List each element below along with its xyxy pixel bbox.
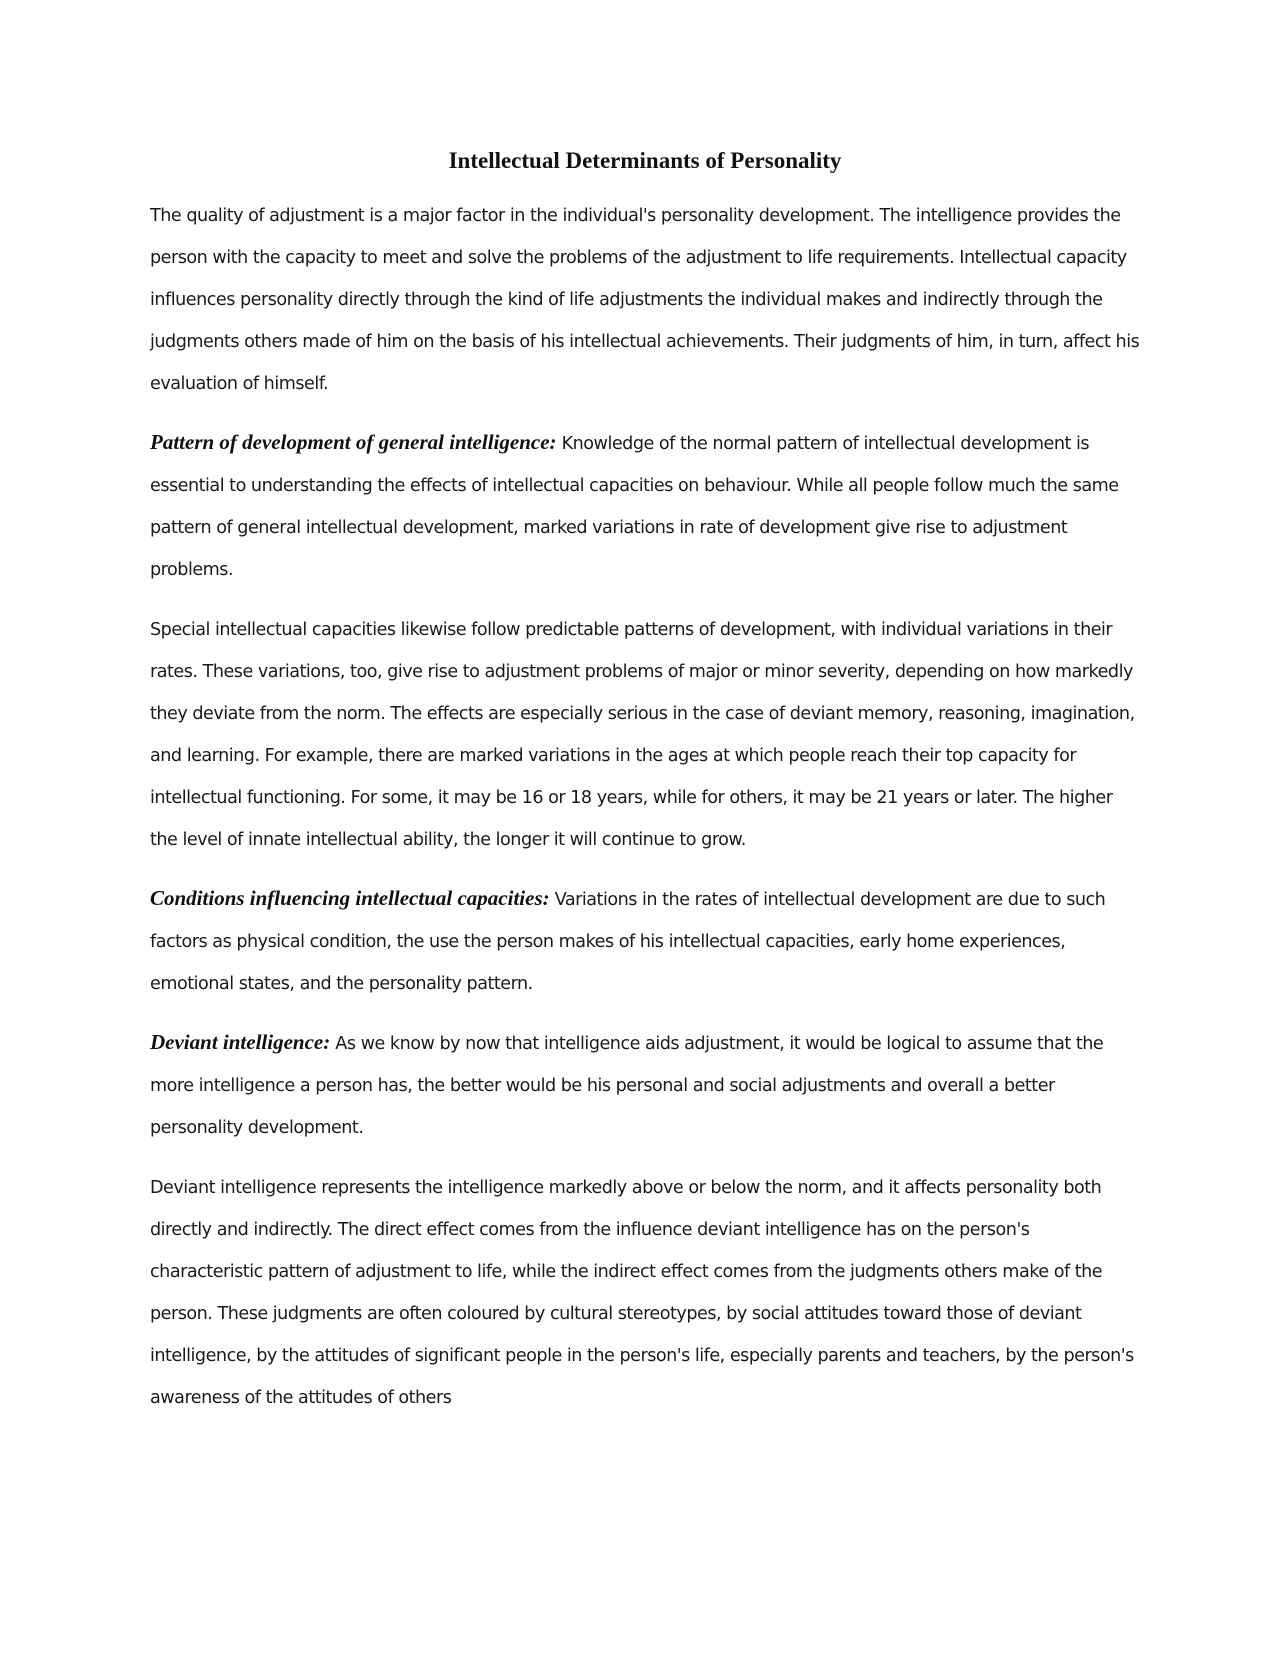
- paragraph-deviant-effects: [150, 1165, 1140, 1419]
- paragraph-lead: Pattern of development of general intelligence:: [150, 430, 557, 454]
- paragraph-special-capacities: [150, 607, 1140, 861]
- document-title: Intellectual Determinants of Personality: [448, 148, 842, 173]
- paragraph-general-intelligence: [150, 421, 1140, 591]
- paragraph-text: Deviant intelligence represents the intelligence markedly above or below the norm, and it affects personality both directly and indirectly. The direct effect comes from the influence deviant intelligence has on the person's characteristic pattern of adjustment to life, while the indirect effect comes from the judgments others make of the person. These judgments are often coloured by cultural stereotypes, by social attitudes toward those of deviant intelligence, by the attitudes of significant people in the person's life, especially parents and teachers, by the person's awareness of the attitudes of others: [150, 1178, 1134, 1408]
- paragraph-lead: Deviant intelligence:: [150, 1030, 331, 1054]
- paragraph-conditions: [150, 877, 1140, 1005]
- paragraph-deviant-intelligence: [150, 1021, 1140, 1149]
- paragraph-text: Special intellectual capacities likewise follow predictable patterns of development, with individual variations in their rates. These variations, too, give rise to adjustment problems of major or minor severity, depending on how markedly they deviate from the norm. The effects are especially serious in the case of deviant memory, reasoning, imagination, and learning. For example, there are marked variations in the ages at which people reach their top capacity for intellectual functioning. For some, it may be 16 or 18 years, while for others, it may be 21 years or later. The higher the level of innate intellectual ability, the longer it will continue to grow.: [150, 620, 1135, 850]
- paragraph-text: Variations in the rates of intellectual development are due to such factors as physical condition, the use the person makes of his intellectual capacities, early home experiences, emotional states, and the personality pattern.: [150, 890, 1106, 994]
- paragraph-adjustment: [150, 193, 1140, 405]
- document-body: [150, 145, 1140, 1435]
- paragraph-lead: Conditions influencing intellectual capacities:: [150, 886, 550, 910]
- paragraph-text: Knowledge of the normal pattern of intellectual development is essential to understanding the effects of intellectual capacities on behaviour. While all people follow much the same pattern of general intellectual development, marked variations in rate of development give rise to adjustment problems.: [150, 434, 1119, 580]
- paragraph-text: The quality of adjustment is a major factor in the individual's personality development. The intelligence provides the person with the capacity to meet and solve the problems of the adjustment to life requirements. Intellectual capacity influences personality directly through the kind of life adjustments the individual makes and indirectly through the judgments others made of him on the basis of his intellectual achievements. Their judgments of him, in turn, affect his evaluation of himself.: [150, 206, 1140, 394]
- paragraph-text: As we know by now that intelligence aids adjustment, it would be logical to assume that the more intelligence a person has, the better would be his personal and social adjustments and overall a better personality development.: [150, 1034, 1104, 1138]
